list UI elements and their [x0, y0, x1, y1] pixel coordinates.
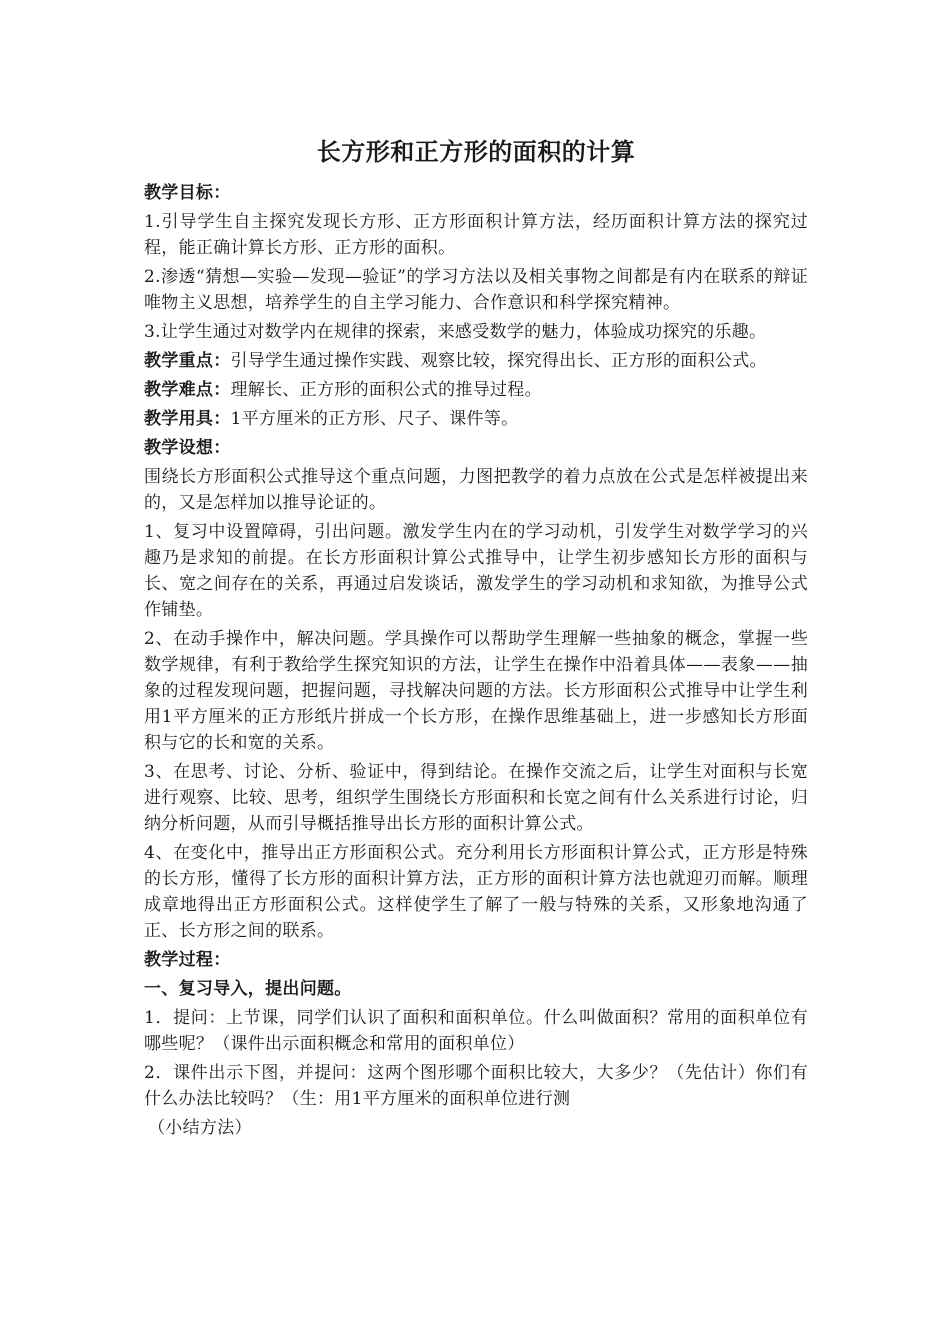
key-points-row	[144, 348, 808, 374]
key-points-text: 引导学生通过操作实践、观察比较，探究得出长、正方形的面积公式。	[230, 351, 767, 371]
process-item: 2．课件出示下图，并提问：这两个图形哪个面积比较大，大多少？（先估计）你们有什么办法比较吗？（生：用1平方厘米的面积单位进行测	[144, 1063, 808, 1109]
key-points-label: 教学重点：	[144, 351, 231, 371]
design-heading: 教学设想：	[144, 438, 231, 458]
objectives-heading: 教学目标：	[144, 183, 231, 203]
objective-item: 3.让学生通过对数学内在规律的探索，来感受数学的魅力，体验成功探究的乐趣。	[144, 322, 767, 342]
design-item: 1、复习中设置障碍，引出问题。激发学生内在的学习动机，引发学生对数学学习的兴趣乃是求知的前提。在长方形面积计算公式推导中，让学生初步感知长方形的面积与长、宽之间存在的关系，再通过启发谈话，激发学生的学习动机和求知欲，为推导公式作铺垫。	[144, 522, 808, 620]
process-section-heading: 一、复习导入，提出问题。	[144, 979, 352, 999]
design-item: 3、在思考、讨论、分析、验证中，得到结论。在操作交流之后，让学生对面积与长宽进行观察、比较、思考，组织学生围绕长方形面积和长宽之间有什么关系进行讨论，归纳分析问题，从而引导概括推导出长方形的面积计算公式。	[144, 762, 808, 834]
design-intro: 围绕长方形面积公式推导这个重点问题，力图把教学的着力点放在公式是怎样被提出来的，又是怎样加以推导论证的。	[144, 467, 808, 513]
process-item: （小结方法）	[148, 1118, 252, 1138]
process-item: 1．提问：上节课，同学们认识了面积和面积单位。什么叫做面积？常用的面积单位有哪些呢？（课件出示面积概念和常用的面积单位）	[144, 1008, 808, 1054]
design-item: 2、在动手操作中，解决问题。学具操作可以帮助学生理解一些抽象的概念，掌握一些数学规律，有利于教给学生探究知识的方法，让学生在操作中沿着具体——表象——抽象的过程发现问题，把握问题，寻找解决问题的方法。长方形面积公式推导中让学生利用1平方厘米的正方形纸片拼成一个长方形，在操作思维基础上，进一步感知长方形面积与它的长和宽的关系。	[144, 629, 808, 753]
difficulties-text: 理解长、正方形的面积公式的推导过程。	[230, 380, 542, 400]
tools-text: 1平方厘米的正方形、尺子、课件等。	[230, 409, 519, 429]
objective-item: 1.引导学生自主探究发现长方形、正方形面积计算方法，经历面积计算方法的探究过程，能正确计算长方形、正方形的面积。	[144, 212, 808, 258]
tools-label: 教学用具：	[144, 409, 231, 429]
document-page	[144, 134, 808, 1144]
document-title: 长方形和正方形的面积的计算	[316, 138, 636, 166]
difficulties-row	[144, 377, 808, 403]
objective-item: 2.渗透“猜想—实验—发现—验证”的学习方法以及相关事物之间都是有内在联系的辩证唯物主义思想，培养学生的自主学习能力、合作意识和科学探究精神。	[144, 267, 808, 313]
difficulties-label: 教学难点：	[144, 380, 231, 400]
tools-row	[144, 406, 808, 432]
process-heading: 教学过程：	[144, 950, 231, 970]
design-item: 4、在变化中，推导出正方形面积公式。充分利用长方形面积计算公式，正方形是特殊的长方形，懂得了长方形的面积计算方法，正方形的面积计算方法也就迎刃而解。顺理成章地得出正方形面积公式。这样使学生了解了一般与特殊的关系，又形象地沟通了正、长方形之间的联系。	[144, 843, 808, 941]
